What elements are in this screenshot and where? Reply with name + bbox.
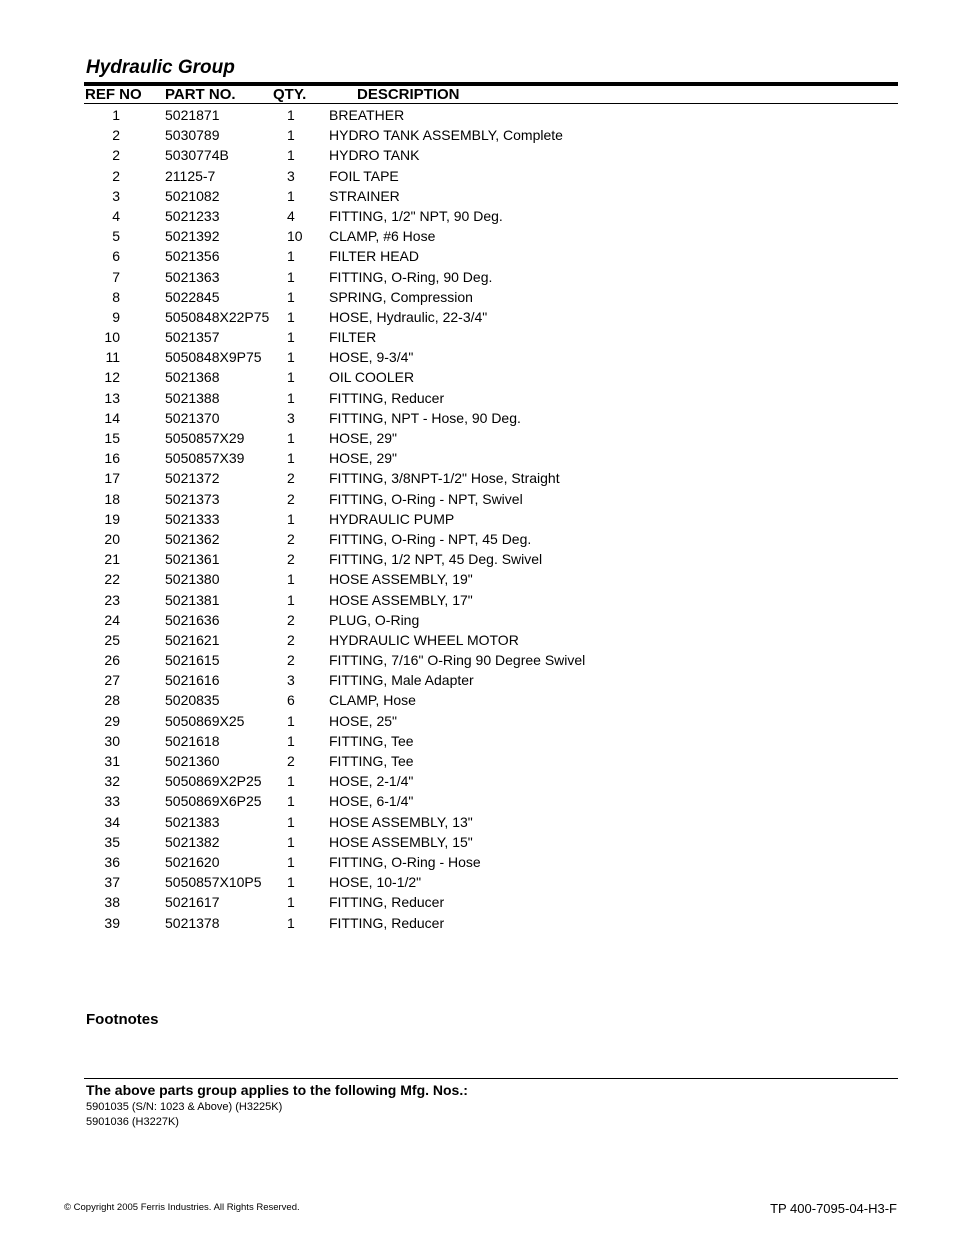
description-cell: HOSE, 25" [329,712,397,729]
description-cell: CLAMP, #6 Hose [329,228,436,245]
header-part-no: PART NO. [165,86,236,103]
description-cell: SPRING, Compression [329,288,473,305]
description-cell: OIL COOLER [329,369,415,386]
part-no-cell: 5021360 [165,753,220,769]
qty-cell: 1 [287,107,295,123]
table-row [84,246,898,266]
qty-cell: 6 [287,692,295,709]
part-no-cell: 5021621 [165,631,220,648]
document-number: TP 400-7095-04-H3-F [770,1201,897,1216]
part-no-cell: 5021378 [165,914,220,931]
table-row [84,529,898,549]
ref-no-cell: 27 [104,672,120,689]
qty-cell: 2 [287,470,295,487]
description-cell: HOSE, 10-1/2" [329,874,422,891]
ref-no-cell: 3 [112,187,120,204]
qty-cell: 1 [287,369,295,386]
table-row [84,408,898,428]
part-no-cell: 5030789 [165,127,220,144]
table-row [84,287,898,307]
table-row [84,367,898,387]
table-row [84,549,898,569]
part-no-cell: 5050857X39 [165,450,245,467]
qty-cell: 1 [287,430,295,446]
part-no-cell: 5021361 [165,551,220,568]
part-no-cell: 5021388 [165,389,220,406]
table-header [84,86,898,104]
ref-no-cell: 19 [104,510,120,527]
part-no-cell: 5021615 [165,652,220,669]
applies-heading: The above parts group applies to the following Mfg. Nos.: [86,1082,468,1098]
ref-no-cell: 5 [112,228,120,245]
qty-cell: 2 [287,611,295,628]
qty-cell: 2 [287,631,295,648]
part-no-cell: 5021382 [165,833,220,850]
ref-no-cell: 22 [104,571,120,588]
description-cell: FITTING, NPT - Hose, 90 Deg. [329,409,521,426]
qty-cell: 2 [287,530,295,547]
table-row [84,610,898,630]
part-no-cell: 5021392 [165,228,220,245]
ref-no-cell: 2 [112,127,120,144]
qty-cell: 1 [287,773,295,790]
qty-cell: 1 [287,894,295,911]
table-row [84,489,898,509]
ref-no-cell: 11 [105,349,120,366]
qty-cell: 1 [287,591,295,608]
description-cell: HYDRO TANK ASSEMBLY, Complete [329,127,563,144]
qty-cell: 1 [287,450,295,467]
table-row [84,125,898,145]
qty-cell: 1 [287,308,295,325]
description-cell: FITTING, Reducer [329,389,445,406]
ref-no-cell: 26 [104,652,120,669]
qty-cell: 3 [287,672,295,689]
ref-no-cell: 39 [104,914,120,931]
ref-no-cell: 14 [104,409,120,426]
qty-cell: 2 [287,490,295,507]
table-row [84,166,898,186]
description-cell: BREATHER [329,107,405,123]
part-no-cell: 5022845 [165,288,220,305]
copyright-notice: © Copyright 2005 Ferris Industries. All Rights Reserved. [64,1202,300,1213]
part-no-cell: 5021370 [165,409,220,426]
table-row [84,751,898,771]
qty-cell: 1 [287,127,295,144]
table-row [84,105,898,125]
description-cell: HOSE, Hydraulic, 22-3/4" [329,308,488,325]
description-cell: HOSE ASSEMBLY, 13" [329,813,473,830]
description-cell: CLAMP, Hose [329,692,416,709]
ref-no-cell: 31 [104,753,120,769]
description-cell: HOSE, 9-3/4" [329,349,414,366]
ref-no-cell: 36 [104,853,120,870]
ref-no-cell: 13 [104,389,120,406]
part-no-cell: 5050869X6P25 [165,793,262,810]
part-no-cell: 5050857X10P5 [165,874,262,891]
table-row [84,832,898,852]
qty-cell: 1 [287,187,295,204]
ref-no-cell: 34 [104,813,120,830]
part-no-cell: 5021381 [165,591,220,608]
part-no-cell: 5021618 [165,732,220,749]
ref-no-cell: 2 [112,147,120,164]
ref-no-cell: 12 [104,369,120,386]
part-no-cell: 5050848X9P75 [165,349,262,366]
description-cell: FOIL TAPE [329,167,399,184]
ref-no-cell: 9 [112,308,120,325]
description-cell: FITTING, O-Ring - Hose [329,853,481,870]
table-row [84,569,898,589]
qty-cell: 1 [287,329,295,346]
description-cell: FITTING, Reducer [329,894,445,911]
table-row [84,206,898,226]
description-cell: FILTER HEAD [329,248,419,265]
ref-no-cell: 17 [104,470,120,487]
qty-cell: 1 [287,813,295,830]
mfg-number: 5901036 (H3227K) [86,1116,179,1128]
part-no-cell: 5021082 [165,187,220,204]
qty-cell: 10 [287,228,303,245]
applies-rule [84,1078,898,1079]
part-no-cell: 5050869X25 [165,712,245,729]
ref-no-cell: 20 [104,530,120,547]
ref-no-cell: 38 [104,894,120,911]
description-cell: FITTING, Tee [329,753,414,769]
part-no-cell: 5021363 [165,268,220,285]
page-title: Hydraulic Group [86,57,235,78]
description-cell: HOSE ASSEMBLY, 19" [329,571,473,588]
part-no-cell: 21125-7 [165,167,216,184]
description-cell: FILTER [329,329,377,346]
header-qty: QTY. [273,86,307,103]
table-row [84,670,898,690]
table-row [84,468,898,488]
description-cell: FITTING, 3/8NPT-1/2" Hose, Straight [329,470,560,487]
qty-cell: 1 [287,510,295,527]
ref-no-cell: 10 [104,329,120,346]
ref-no-cell: 7 [112,268,120,285]
description-cell: FITTING, O-Ring - NPT, 45 Deg. [329,530,532,547]
part-no-cell: 5021233 [165,207,220,224]
table-row [84,327,898,347]
part-no-cell: 5021383 [165,813,220,830]
description-cell: FITTING, 1/2" NPT, 90 Deg. [329,207,503,224]
table-row [84,711,898,731]
ref-no-cell: 29 [104,712,120,729]
qty-cell: 1 [287,248,295,265]
description-cell: STRAINER [329,187,400,204]
ref-no-cell: 6 [112,248,120,265]
description-cell: PLUG, O-Ring [329,611,420,628]
table-row [84,630,898,650]
table-row [84,771,898,791]
table-row [84,388,898,408]
qty-cell: 1 [287,268,295,285]
description-cell: HOSE, 6-1/4" [329,793,414,810]
ref-no-cell: 21 [104,551,120,568]
part-no-cell: 5021362 [165,530,220,547]
qty-cell: 1 [287,288,295,305]
header-ref-no: REF NO [85,86,142,103]
description-cell: FITTING, O-Ring - NPT, Swivel [329,490,523,507]
qty-cell: 1 [287,389,295,406]
qty-cell: 4 [287,207,295,224]
table-row [84,731,898,751]
description-cell: HOSE ASSEMBLY, 15" [329,833,473,850]
ref-no-cell: 30 [104,732,120,749]
header-description: DESCRIPTION [357,86,460,103]
part-no-cell: 5050869X2P25 [165,773,262,790]
part-no-cell: 5021617 [165,894,220,911]
qty-cell: 1 [287,571,295,588]
qty-cell: 1 [287,147,295,164]
table-row [84,913,898,933]
mfg-number: 5901035 (S/N: 1023 & Above) (H3225K) [86,1101,283,1113]
ref-no-cell: 32 [104,773,120,790]
ref-no-cell: 28 [104,692,120,709]
table-row [84,852,898,872]
description-cell: FITTING, 7/16" O-Ring 90 Degree Swivel [329,652,586,669]
ref-no-cell: 1 [112,107,120,123]
description-cell: HYDRAULIC PUMP [329,510,455,527]
description-cell: FITTING, Male Adapter [329,672,474,689]
ref-no-cell: 18 [104,490,120,507]
part-no-cell: 5021333 [165,510,220,527]
description-cell: FITTING, 1/2 NPT, 45 Deg. Swivel [329,551,543,568]
table-row [84,448,898,468]
part-no-cell: 5021373 [165,490,220,507]
part-no-cell: 5020835 [165,692,220,709]
ref-no-cell: 16 [104,450,120,467]
ref-no-cell: 24 [104,611,120,628]
ref-no-cell: 23 [104,591,120,608]
part-no-cell: 5021368 [165,369,220,386]
part-no-cell: 5021356 [165,248,220,265]
description-cell: FITTING, Tee [329,732,414,749]
description-cell: HOSE, 29" [329,450,397,467]
ref-no-cell: 35 [104,833,120,850]
table-row [84,650,898,670]
description-cell: HYDRAULIC WHEEL MOTOR [329,631,519,648]
part-no-cell: 5021372 [165,470,220,487]
part-no-cell: 5021620 [165,853,220,870]
qty-cell: 3 [287,409,295,426]
footnotes-heading: Footnotes [86,1011,159,1028]
ref-no-cell: 25 [104,631,120,648]
qty-cell: 1 [287,793,295,810]
table-row [84,812,898,832]
description-cell: HYDRO TANK [329,147,420,164]
table-row [84,145,898,165]
description-cell: HOSE ASSEMBLY, 17" [329,591,473,608]
parts-table [84,105,898,933]
qty-cell: 1 [287,914,295,931]
ref-no-cell: 8 [112,288,120,305]
table-row [84,791,898,811]
ref-no-cell: 33 [104,793,120,810]
ref-no-cell: 2 [112,167,120,184]
table-row [84,347,898,367]
description-cell: FITTING, O-Ring, 90 Deg. [329,268,493,285]
table-row [84,428,898,448]
table-row [84,267,898,287]
table-row [84,509,898,529]
part-no-cell: 5021357 [165,329,220,346]
table-row [84,872,898,892]
qty-cell: 2 [287,551,295,568]
qty-cell: 1 [287,712,295,729]
table-row [84,690,898,710]
qty-cell: 1 [287,874,295,891]
qty-cell: 2 [287,753,295,769]
part-no-cell: 5030774B [165,147,229,164]
table-row [84,186,898,206]
table-row [84,892,898,912]
table-row [84,307,898,327]
qty-cell: 1 [287,833,295,850]
qty-cell: 1 [287,732,295,749]
description-cell: HOSE, 29" [329,430,397,446]
part-no-cell: 5021380 [165,571,220,588]
ref-no-cell: 15 [104,430,120,446]
qty-cell: 3 [287,167,295,184]
description-cell: HOSE, 2-1/4" [329,773,414,790]
part-no-cell: 5021636 [165,611,220,628]
part-no-cell: 5050857X29 [165,430,245,446]
table-row [84,226,898,246]
qty-cell: 1 [287,349,295,366]
ref-no-cell: 4 [112,207,120,224]
part-no-cell: 5050848X22P75 [165,308,270,325]
part-no-cell: 5021871 [165,107,220,123]
qty-cell: 1 [287,853,295,870]
ref-no-cell: 37 [104,874,120,891]
description-cell: FITTING, Reducer [329,914,445,931]
qty-cell: 2 [287,652,295,669]
table-row [84,590,898,610]
part-no-cell: 5021616 [165,672,220,689]
